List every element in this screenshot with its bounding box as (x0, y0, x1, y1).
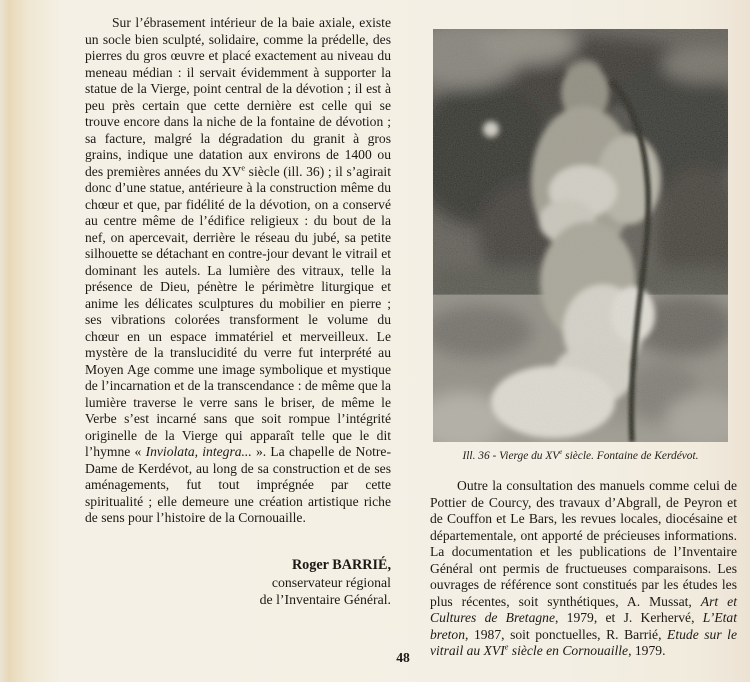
author-signature (85, 557, 391, 608)
right-column (430, 478, 737, 660)
left-column-paragraph: Sur l’ébrasement intérieur de la baie axiale, existe un socle bien sculpté, solidaire, comme la prédelle, des pierres du gros œuvre et placé exactement au niveau du meneau médian : il servait évidemment à supporter la statue de la Vierge, point central de la dévotion ; il est à peu près certain que cette dernière est celle qui se trouve encore dans la niche de la fontaine de dévotion ; sa facture, malgré la dégradation du granit à gros grains, indique une datation aux environs de 1400 ou des premières années du XVe siècle (ill. 36) ; il s’agirait donc d’une statue, antérieure à la construction même du chœur et que, par fidélité de la dévotion, on a conservé au centre même de l’édifice religieux : du bout de la nef, on apercevait, derrière le réseau du jubé, sa petite silhouette se détachant en contre-jour devant le vitrail et dominant les autels. La lumière des vitraux, telle la présence de Dieu, pénètre le périmètre liturgique et anime les délicates sculptures du mobilier en pierre ; ses vibrations colorées transforment le volume du chœur en un espace immatériel et merveilleux. Le mystère de la translucidité du verre fut interprété au Moyen Age comme une image symbolique et mystique de l’incarnation et de la transcendance : de même que la lumière traverse le verre sans le briser, de même le Verbe s’est incarné sans que soit rompue l’intégrité originelle de la Vierge qui apparaît telle que le dit l’hymne « Inviolata, integra... ». La chapelle de Notre-Dame de Kerdévot, au long de sa construction et de ses aménagements, fut tout imprégnée par cette spiritualité ; elle demeure une création artistique riche de sens pour l’histoire de la Cornouaille. (85, 15, 391, 525)
figure-photo (433, 29, 728, 442)
author-role-line1: conservateur régional (271, 574, 391, 590)
left-column (85, 15, 391, 608)
right-column-paragraph: Outre la consultation des manuels comme celui de Pottier de Courcy, des travaux d’Abgrall, de Peyron et de Couffon et Le Bars, les revues locales, diocésaine et départementale, ont apporté de précieuses informations. La documentation et les publications de l’Inventaire Général ont permis de fructueuses comparaisons. Les ouvrages de référence sont constitués par les études les plus récentes, soit synthétiques, A. Mussat, Art et Cultures de Bretagne, 1979, et J. Kerhervé, L’Etat breton, 1987, soit ponctuelles, R. Barrié, Etude sur le vitrail au XVIe siècle en Cornouaille, 1979. (430, 478, 737, 658)
author-name: Roger BARRIÉ, (291, 556, 391, 573)
author-role-line2: de l’Inventaire Général. (259, 591, 391, 607)
page-number: 48 (396, 650, 410, 665)
figure-caption: Ill. 36 - Vierge du XVe siècle. Fontaine de Kerdévot. (462, 449, 699, 462)
statue-photo-illustration (433, 29, 728, 442)
